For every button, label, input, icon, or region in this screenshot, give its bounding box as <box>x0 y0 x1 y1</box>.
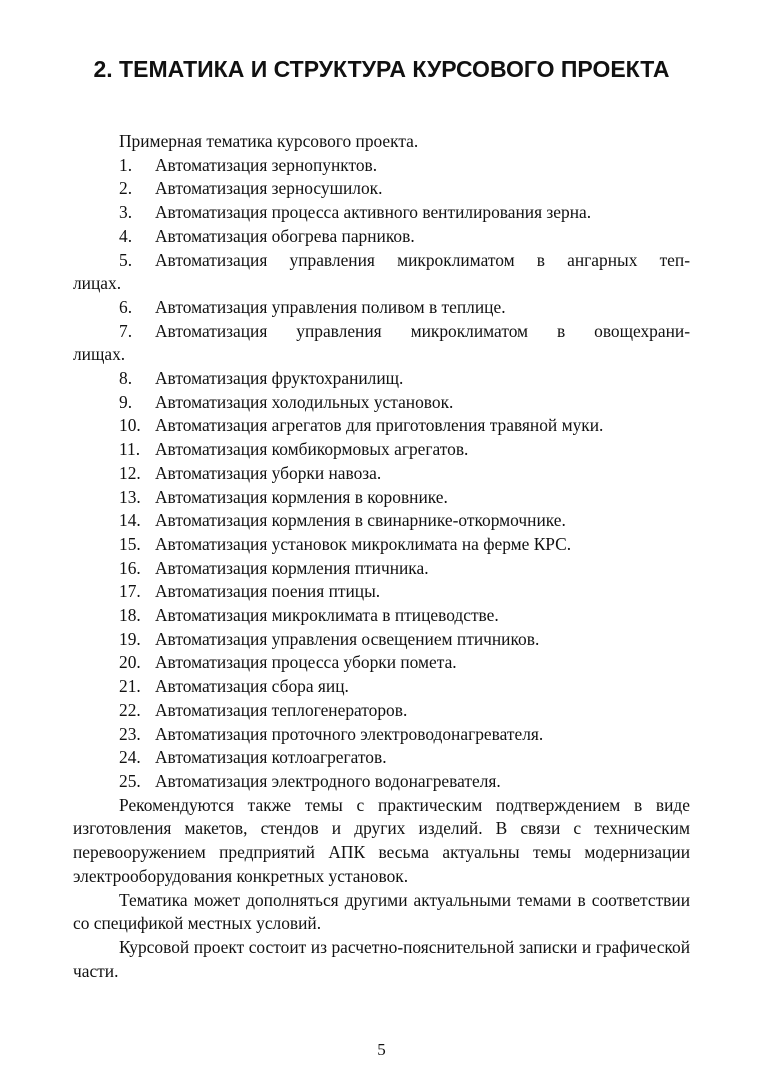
list-item-text: Автоматизация управления микроклиматом в овощехрани- <box>155 320 690 341</box>
list-item-text: Автоматизация кормления птичника. <box>155 557 429 578</box>
list-item <box>73 462 690 486</box>
list-item-number: 14. <box>119 510 141 531</box>
list-item-text: Автоматизация кормления в коровнике. <box>155 486 448 507</box>
list-item <box>73 723 690 747</box>
list-item <box>73 746 690 770</box>
list-item <box>73 438 690 462</box>
list-item-number: 20. <box>119 652 141 673</box>
list-item <box>73 296 690 320</box>
list-item-text: Автоматизация котлоагрегатов. <box>155 747 387 768</box>
list-item <box>73 675 690 699</box>
list-item-number: 10. <box>119 415 141 436</box>
list-item-number: 23. <box>119 723 141 744</box>
list-item <box>73 628 690 652</box>
list-item-text: Автоматизация управления освещением птичников. <box>155 628 540 649</box>
list-item-number: 16. <box>119 557 141 578</box>
list-item-text: Автоматизация сбора яиц. <box>155 676 349 697</box>
list-item <box>73 367 690 391</box>
list-item <box>73 557 690 581</box>
list-item <box>73 414 690 438</box>
list-item-continuation: лищах. <box>73 344 126 365</box>
intro-paragraph: Примерная тематика курсового проекта. <box>119 131 419 151</box>
list-item-text: Автоматизация уборки навоза. <box>155 462 382 483</box>
paragraph-topics-extension: Тематика может дополняться другими актуальными темами в соответствии со спецификой местных условий. <box>73 889 690 934</box>
list-item-text: Автоматизация обогрева парников. <box>155 225 415 246</box>
paragraph-project-structure: Курсовой проект состоит из расчетно-пояснительной записки и графической части. <box>73 936 690 981</box>
list-item-text: Автоматизация фруктохранилищ. <box>155 368 404 389</box>
list-item-number: 9. <box>119 391 133 412</box>
list-item-number: 21. <box>119 676 141 697</box>
list-item-number: 1. <box>119 154 133 175</box>
list-item <box>73 770 690 794</box>
list-item <box>73 320 690 344</box>
list-item-text: Автоматизация электродного водонагревателя. <box>155 770 501 791</box>
list-item-number: 15. <box>119 533 141 554</box>
list-item-number: 18. <box>119 605 141 626</box>
list-item-number: 25. <box>119 770 141 791</box>
list-item-number: 7. <box>119 320 133 341</box>
list-item <box>73 651 690 675</box>
list-item-number: 17. <box>119 581 141 602</box>
list-item-text: Автоматизация теплогенераторов. <box>155 699 408 720</box>
list-item-text: Автоматизация проточного электроводонагревателя. <box>155 723 544 744</box>
list-item-continuation: лицах. <box>73 273 122 294</box>
list-item-text: Автоматизация процесса активного вентилирования зерна. <box>155 202 592 223</box>
paragraph-recommendations: Рекомендуются также темы с практическим подтверждением в виде изготовления макетов, стендов и других изделий. В связи с техническим перевооружением предприятий АПК весьма актуальны темы модернизации электрооборудования конкретных установок. <box>73 794 690 886</box>
list-item-number: 4. <box>119 225 133 246</box>
list-item-number: 13. <box>119 486 141 507</box>
document-body <box>73 130 690 983</box>
list-item <box>73 486 690 510</box>
list-item-text: Автоматизация установок микроклимата на ферме КРС. <box>155 533 572 554</box>
list-item-number: 22. <box>119 699 141 720</box>
list-item-number: 2. <box>119 178 133 199</box>
list-item-number: 6. <box>119 296 133 317</box>
list-item-number: 8. <box>119 368 133 389</box>
list-item <box>73 225 690 249</box>
list-item-number: 5. <box>119 249 133 270</box>
list-item <box>73 604 690 628</box>
list-item-text: Автоматизация микроклимата в птицеводстве. <box>155 605 499 626</box>
topics-list <box>73 154 690 794</box>
page-number: 5 <box>377 1040 386 1059</box>
list-item-text: Автоматизация зерносушилок. <box>155 178 383 199</box>
list-item-text: Автоматизация агрегатов для приготовления травяной муки. <box>155 415 604 436</box>
list-item <box>73 580 690 604</box>
list-item-text: Автоматизация процесса уборки помета. <box>155 652 457 673</box>
list-item-text: Автоматизация кормления в свинарнике-откормочнике. <box>155 510 566 531</box>
list-item-number: 24. <box>119 747 141 768</box>
list-item-text: Автоматизация зернопунктов. <box>155 154 378 175</box>
list-item-number: 3. <box>119 202 133 223</box>
list-item-text: Автоматизация поения птицы. <box>155 581 381 602</box>
list-item-text: Автоматизация холодильных установок. <box>155 391 454 412</box>
list-item-number: 11. <box>119 439 141 460</box>
page-title: 2. ТЕМАТИКА И СТРУКТУРА КУРСОВОГО ПРОЕКТА <box>93 56 670 82</box>
list-item-text: Автоматизация управления микроклиматом в ангарных теп- <box>155 249 690 270</box>
list-item-number: 12. <box>119 462 141 483</box>
list-item-text: Автоматизация комбикормовых агрегатов. <box>155 439 469 460</box>
list-item <box>73 699 690 723</box>
list-item <box>73 154 690 178</box>
list-item-number: 19. <box>119 628 141 649</box>
list-item <box>73 201 690 225</box>
list-item <box>73 391 690 415</box>
list-item <box>73 249 690 273</box>
list-item <box>73 533 690 557</box>
list-item-text: Автоматизация управления поливом в теплице. <box>155 296 506 317</box>
list-item <box>73 509 690 533</box>
list-item <box>73 177 690 201</box>
